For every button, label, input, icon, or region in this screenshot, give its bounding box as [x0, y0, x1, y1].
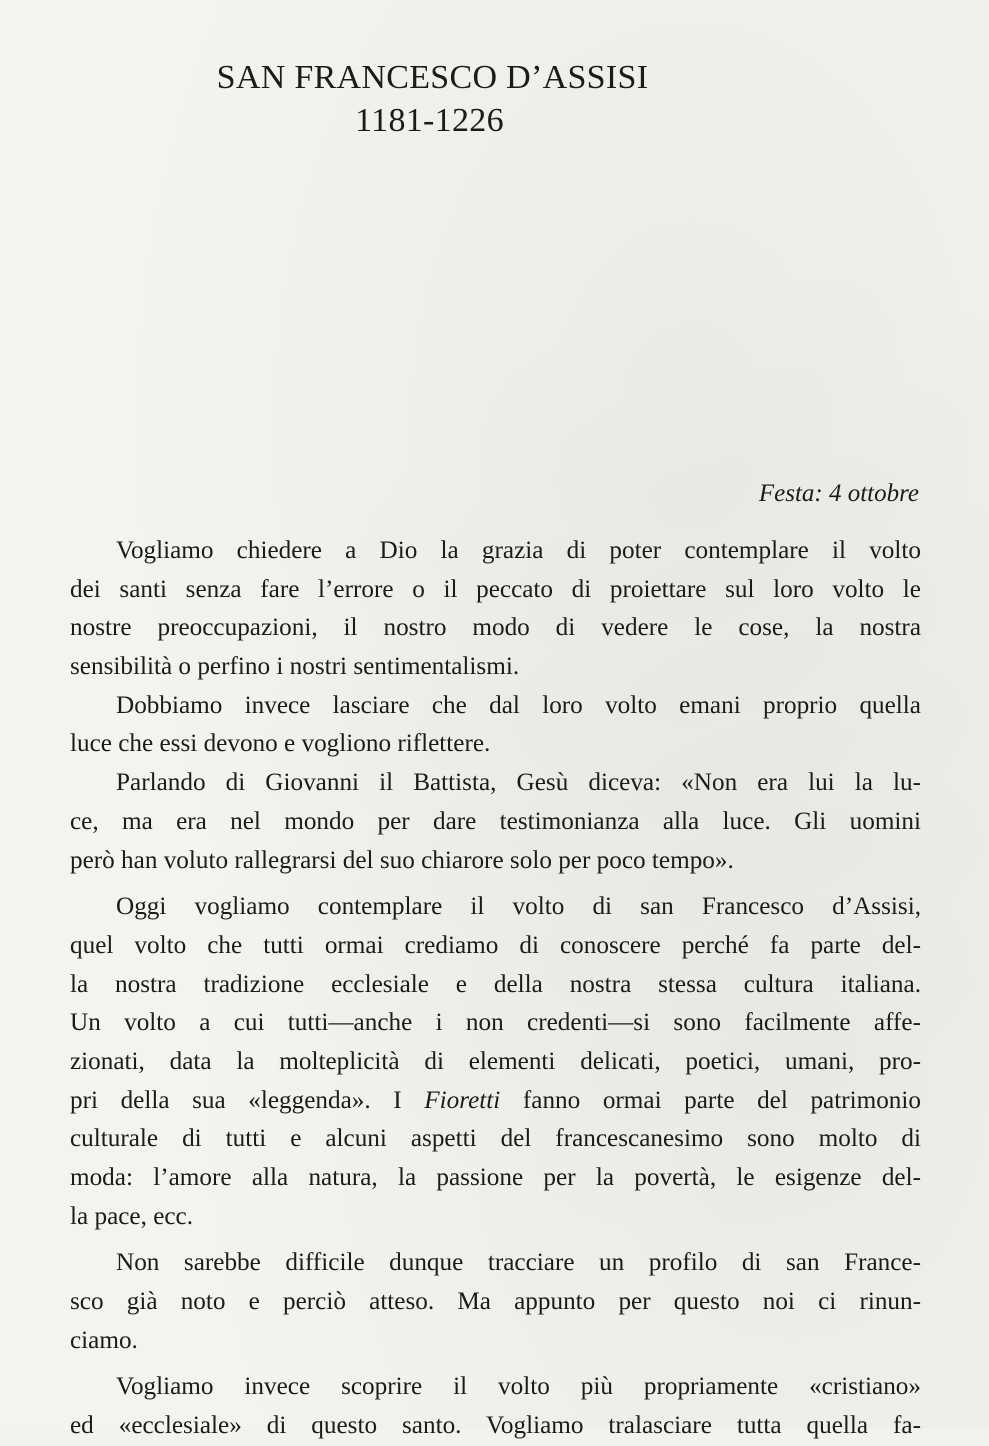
text-line: Parlando di Giovanni il Battista, Gesù diceva: «Non era lui la lu-: [116, 769, 921, 797]
text-line: però han voluto rallegrarsi del suo chiarore solo per poco tempo».: [70, 846, 734, 874]
paragraph-5: [70, 1244, 921, 1360]
text-line: sco già noto e perciò atteso. Ma appunto per questo noi ci rinun-: [70, 1288, 921, 1316]
text-line: Un volto a cui tutti—anche i non credenti—si sono facilmente affe-: [70, 1009, 921, 1037]
text-line: ed «ecclesiale» di questo santo. Vogliamo tralasciare tutta quella fa-: [70, 1412, 921, 1440]
paragraph-1: [70, 532, 921, 687]
text-line-with-italic: [70, 1082, 921, 1121]
text-line: Oggi vogliamo contemplare il volto di san Francesco d’Assisi,: [116, 893, 921, 921]
text-line: Dobbiamo invece lasciare che dal loro volto emani proprio quella: [116, 691, 921, 719]
text-line: sensibilità o perfino i nostri sentimentalismi.: [70, 653, 520, 681]
text-line: zionati, data la molteplicità di elementi delicati, poetici, umani, pro-: [70, 1047, 921, 1075]
text-line: Vogliamo invece scoprire il volto più propriamente «cristiano»: [116, 1373, 921, 1401]
book-title-italic: Fioretti: [424, 1086, 501, 1114]
text-line: luce che essi devono e vogliono riflettere.: [70, 730, 491, 758]
text-line: Vogliamo chiedere a Dio la grazia di poter contemplare il volto: [116, 537, 921, 564]
text-line: culturale di tutti e alcuni aspetti del francescanesimo sono molto di: [70, 1125, 921, 1153]
feast-date: Festa: 4 ottobre: [758, 480, 919, 507]
text-line: nostre preoccupazioni, il nostro modo di vedere le cose, la nostra: [70, 614, 921, 642]
chapter-title: SAN FRANCESCO D’ASSISI: [216, 59, 649, 96]
paragraph-2: [70, 687, 921, 764]
text-segment: pri della sua «leggenda». I: [70, 1086, 425, 1114]
body-text: [70, 532, 921, 1446]
paragraph-6: [70, 1368, 921, 1445]
text-line: ce, ma era nel mondo per dare testimonianza alla luce. Gli uomini: [70, 807, 921, 835]
text-line: dei santi senza fare l’errore o il peccato di proiettare sul loro volto le: [70, 575, 921, 603]
text-line: la pace, ecc.: [70, 1202, 194, 1230]
text-line: Non sarebbe difficile dunque tracciare un profilo di san France-: [116, 1249, 921, 1277]
text-line: quel volto che tutti ormai crediamo di conoscere perché fa parte del-: [70, 931, 921, 959]
text-segment: fanno ormai parte del patrimonio: [500, 1086, 921, 1114]
paragraph-4: [70, 888, 921, 1236]
text-line: la nostra tradizione ecclesiale e della nostra stessa cultura italiana.: [70, 970, 921, 998]
paragraph-3: [70, 764, 921, 880]
chapter-years: 1181-1226: [355, 102, 504, 139]
text-line: moda: l’amore alla natura, la passione per la povertà, le esigenze del-: [70, 1164, 921, 1191]
text-line: ciamo.: [70, 1326, 138, 1354]
